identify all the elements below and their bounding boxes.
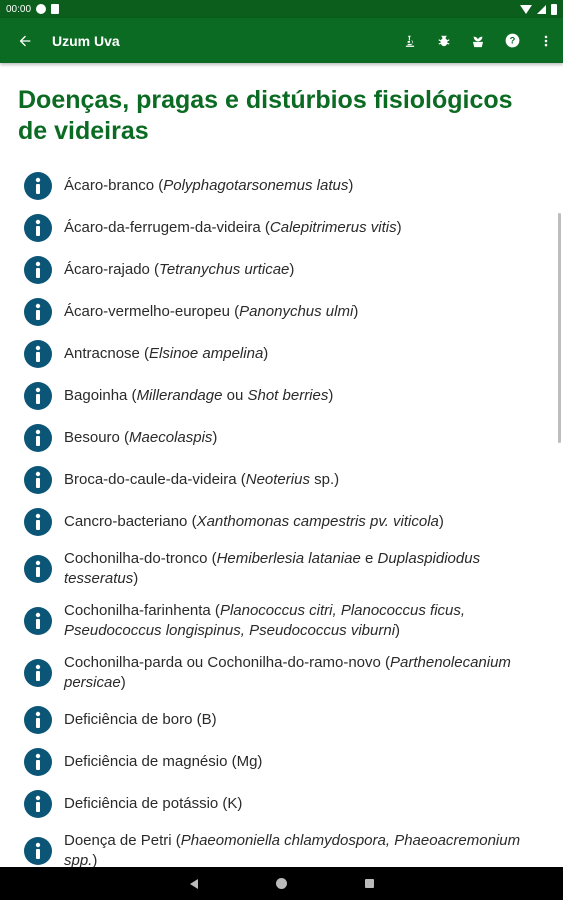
species-name: Elsinoe ampelina (149, 345, 264, 362)
species-name: Millerandage (136, 387, 223, 404)
label-text: Cochonilha-parda ou Cochonilha-do-ramo-novo ( (64, 654, 391, 671)
label-text: ) (133, 570, 139, 587)
more-options-button[interactable] (529, 18, 563, 63)
list-item[interactable] (0, 825, 563, 867)
plant-icon (471, 34, 485, 48)
list-item-label (64, 512, 444, 532)
pests-button[interactable] (427, 18, 461, 63)
microscope-button[interactable] (393, 18, 427, 63)
page-title: Doenças, pragas e distúrbios fisiológicos de videiras (18, 86, 513, 145)
nav-recents-button[interactable] (365, 879, 374, 888)
list-item-label (64, 260, 294, 280)
google-icon (36, 4, 46, 14)
label-text: Cochonilha-do-tronco ( (64, 550, 217, 567)
list-item-label (64, 386, 333, 406)
label-text: ) (353, 303, 359, 320)
list-item[interactable] (0, 207, 563, 249)
wifi-icon (520, 5, 532, 14)
label-text: ) (212, 429, 218, 446)
list-item[interactable] (0, 595, 563, 647)
list-item[interactable] (0, 291, 563, 333)
species-name: Duplaspidiodus tesseratus (64, 550, 481, 587)
content-scroll-area[interactable] (0, 63, 563, 867)
species-name: Shot berries (247, 387, 329, 404)
svg-text:?: ? (509, 35, 515, 46)
label-text: Besouro ( (64, 429, 130, 446)
label-text: ) (120, 674, 126, 691)
list-item[interactable] (0, 417, 563, 459)
species-name: Neoterius (245, 471, 310, 488)
battery-icon (551, 4, 557, 15)
info-icon[interactable] (24, 555, 52, 583)
label-text: ) (289, 261, 295, 278)
info-icon[interactable] (24, 837, 52, 865)
plant-button[interactable] (461, 18, 495, 63)
back-button[interactable] (0, 18, 50, 63)
label-text: ) (348, 177, 354, 194)
info-icon[interactable] (24, 424, 52, 452)
label-text: ou (222, 387, 248, 404)
bug-icon (437, 34, 451, 48)
label-text: Ácaro-rajado ( (64, 261, 160, 278)
list-item[interactable] (0, 333, 563, 375)
info-icon[interactable] (24, 256, 52, 284)
list-item[interactable] (0, 783, 563, 825)
species-name: Calepitrimerus vitis (269, 219, 397, 236)
list-item-label (64, 428, 217, 448)
list-item-label (64, 653, 527, 693)
status-time: 00:00 (6, 3, 32, 15)
label-text: ) (396, 219, 402, 236)
info-icon[interactable] (24, 706, 52, 734)
list-item[interactable] (0, 459, 563, 501)
app-bar (0, 18, 563, 63)
species-name: Maecolaspis (129, 429, 213, 446)
info-icon[interactable] (24, 659, 52, 687)
list-item-label (64, 302, 358, 322)
list-item-label (64, 710, 217, 730)
list-item-label (64, 601, 527, 641)
list-item[interactable] (0, 699, 563, 741)
nav-back-button[interactable] (190, 879, 198, 889)
label-text: Bagoinha ( (64, 387, 137, 404)
status-bar (0, 0, 563, 18)
species-name: Tetranychus urticae (159, 261, 290, 278)
scrollbar[interactable] (558, 213, 561, 443)
label-text: ) (263, 345, 269, 362)
signal-icon (537, 5, 546, 14)
disorder-list (0, 165, 563, 867)
info-icon[interactable] (24, 748, 52, 776)
nav-home-button[interactable] (276, 878, 287, 889)
species-name: Hemiberlesia lataniae (216, 550, 361, 567)
label-text: Ácaro-branco ( (64, 177, 164, 194)
species-name: Xanthomonas campestris pv. viticola (196, 513, 439, 530)
species-name: Phaeomoniella chlamydospora, Phaeoacremonium spp. (64, 832, 521, 867)
species-name: Parthenolecanium persicae (64, 654, 511, 691)
label-text: Cochonilha-farinhenta ( (64, 602, 220, 619)
list-item-label (64, 549, 527, 589)
help-icon (505, 33, 520, 48)
label-text: ) (92, 852, 98, 867)
label-text: Ácaro-vermelho-europeu ( (64, 303, 240, 320)
list-item[interactable] (0, 501, 563, 543)
list-item-label (64, 831, 527, 867)
list-item[interactable] (0, 375, 563, 417)
list-item[interactable] (0, 249, 563, 291)
notification-icon (51, 4, 59, 14)
navigation-bar (0, 867, 563, 900)
info-icon[interactable] (24, 340, 52, 368)
label-text: Broca-do-caule-da-videira ( (64, 471, 246, 488)
list-item[interactable] (0, 543, 563, 595)
list-item-label (64, 794, 242, 814)
label-text: Deficiência de potássio (K) (64, 795, 243, 812)
toolbar-actions (393, 18, 563, 63)
label-text: Cancro-bacteriano ( (64, 513, 197, 530)
info-icon[interactable] (24, 508, 52, 536)
info-icon[interactable] (24, 214, 52, 242)
list-item-label (64, 752, 262, 772)
list-item[interactable] (0, 741, 563, 783)
label-text: Deficiência de magnésio (Mg) (64, 753, 263, 770)
info-icon[interactable] (24, 466, 52, 494)
info-icon[interactable] (24, 607, 52, 635)
label-text: ) (438, 513, 444, 530)
list-item[interactable] (0, 647, 563, 699)
list-item-label (64, 218, 402, 238)
info-icon[interactable] (24, 298, 52, 326)
species-name: Planococcus citri, Planococcus ficus, Pseudococcus longispinus, Pseudococcus viburni (64, 602, 466, 639)
microscope-icon (403, 34, 417, 48)
species-name: Panonychus ulmi (239, 303, 354, 320)
label-text: e (360, 550, 378, 567)
list-item-label (64, 344, 268, 364)
label-text: Ácaro-da-ferrugem-da-videira ( (64, 219, 270, 236)
list-item-label (64, 470, 339, 490)
more-vert-icon (539, 34, 553, 48)
label-text: Deficiência de boro (B) (64, 711, 217, 728)
app-title: Uzum Uva (52, 32, 120, 49)
info-icon[interactable] (24, 382, 52, 410)
info-icon[interactable] (24, 790, 52, 818)
list-item[interactable] (0, 165, 563, 207)
arrow-back-icon (17, 33, 33, 49)
help-button[interactable] (495, 18, 529, 63)
info-icon[interactable] (24, 172, 52, 200)
label-text: ) (328, 387, 334, 404)
label-text: Antracnose ( (64, 345, 150, 362)
label-text: Doença de Petri ( (64, 832, 181, 849)
label-text: ) (395, 622, 401, 639)
species-name: Polyphagotarsonemus latus (163, 177, 349, 194)
label-text: sp.) (309, 471, 340, 488)
list-item-label (64, 176, 353, 196)
